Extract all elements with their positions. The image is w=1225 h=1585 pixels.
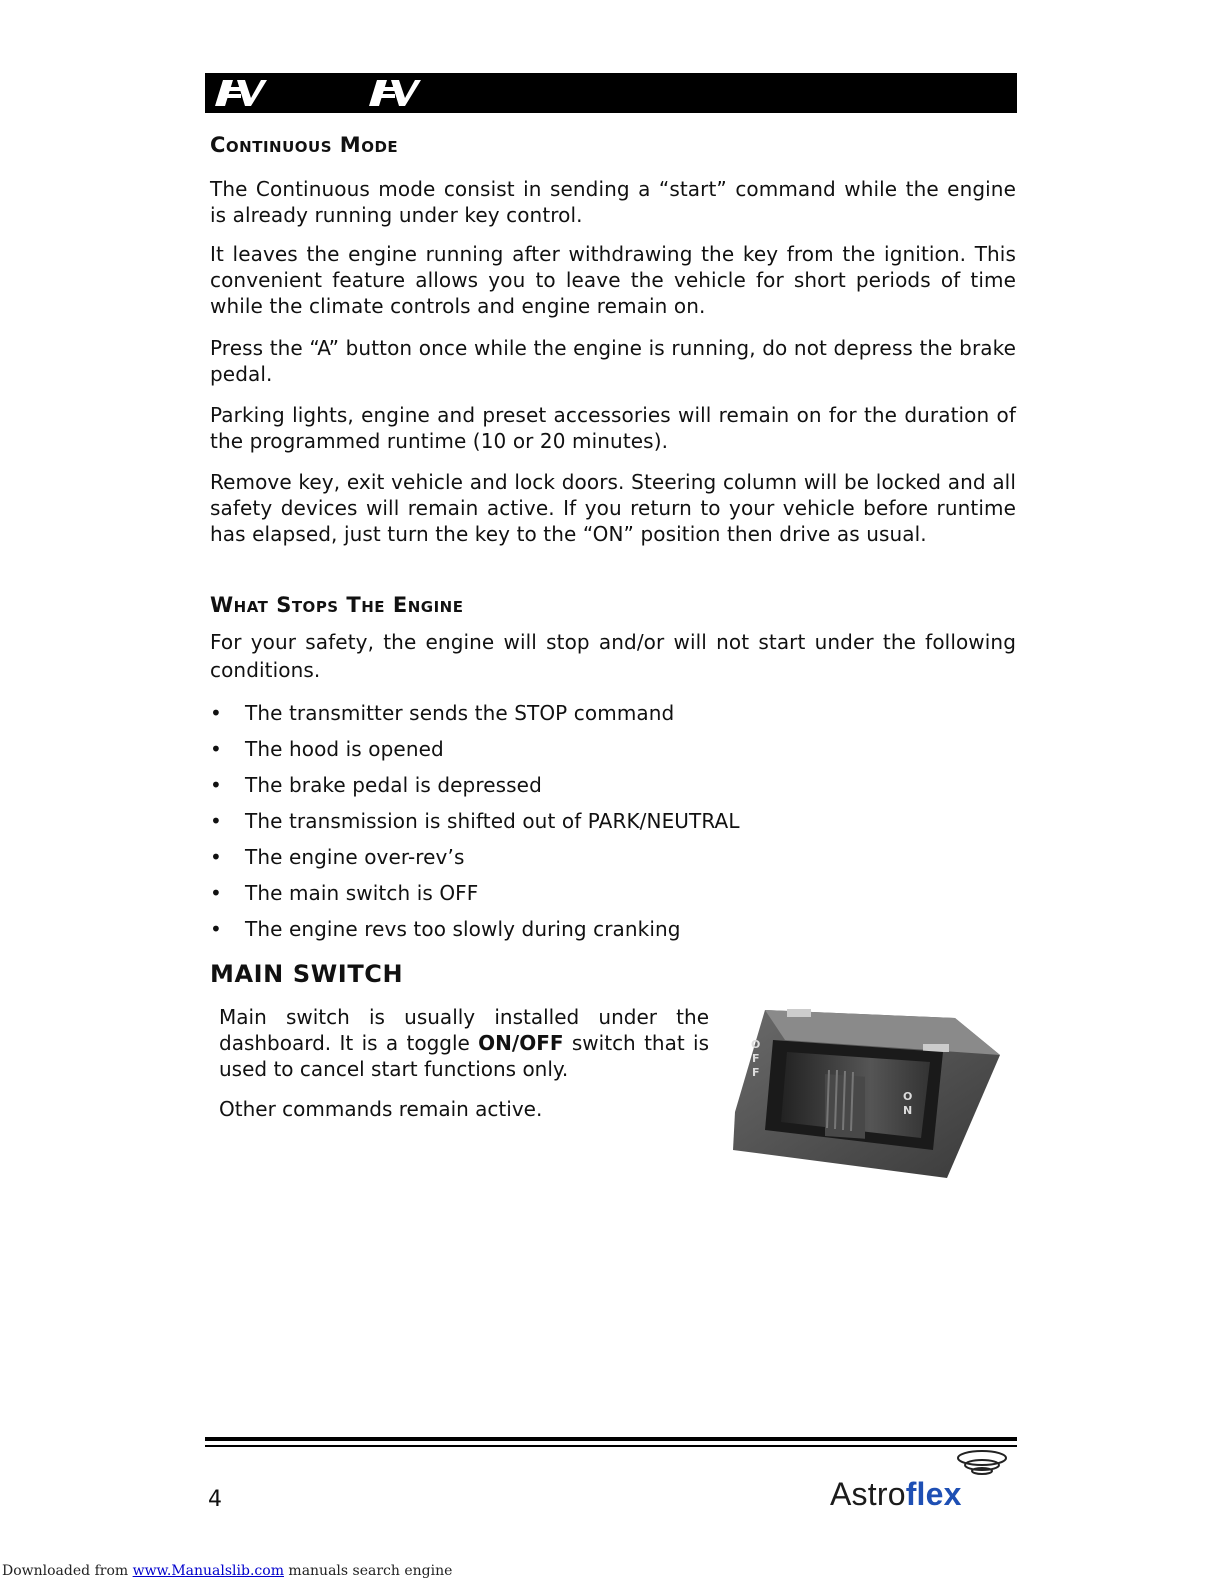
- main-switch-heading: MAIN SWITCH: [210, 960, 404, 988]
- brand-prefix: Astro: [830, 1476, 906, 1512]
- footer-divider: [205, 1445, 1017, 1447]
- list-item-text: The engine over-rev’s: [245, 845, 465, 869]
- arrow-r-logo-icon: [211, 78, 267, 108]
- bullet-icon: •: [210, 809, 222, 833]
- arrow-r-logo-icon: [365, 78, 421, 108]
- list-item: [210, 839, 1016, 875]
- bullet-icon: •: [210, 845, 222, 869]
- footer-divider: [205, 1437, 1017, 1441]
- list-item-text: The main switch is OFF: [245, 881, 479, 905]
- svg-text:F: F: [752, 1052, 760, 1065]
- continuous-mode-body: [210, 469, 1016, 547]
- bullet-icon: •: [210, 701, 222, 725]
- list-item-text: The transmitter sends the STOP command: [245, 701, 675, 725]
- continuous-mode-body: [210, 176, 1016, 228]
- list-item: [210, 911, 1016, 947]
- astroflex-logo: [830, 1448, 1020, 1513]
- paragraph: Parking lights, engine and preset accessories will remain on for the duration of the programmed runtime (10 or 20 minutes).: [210, 403, 1016, 453]
- manualslib-link[interactable]: www.Manualslib.com: [132, 1563, 284, 1579]
- main-switch-body: [219, 1004, 709, 1122]
- continuous-mode-body: [210, 241, 1016, 319]
- paragraph: It leaves the engine running after withdrawing the key from the ignition. This convenient feature allows you to leave the vehicle for short periods of time while the climate controls and engine remain on.: [210, 242, 1016, 318]
- page-number: 4: [208, 1487, 222, 1512]
- list-item: [210, 875, 1016, 911]
- paragraph: Other commands remain active.: [219, 1097, 543, 1121]
- brand-name: [830, 1476, 962, 1513]
- svg-text:O: O: [751, 1038, 761, 1051]
- bullet-icon: •: [210, 917, 222, 941]
- paragraph: Remove key, exit vehicle and lock doors. Steering column will be locked and all safety devices will remain active. If you return to your vehicle before runtime has elapsed, just turn the key to the “ON” position then drive as usual.: [210, 470, 1016, 546]
- svg-text:N: N: [903, 1104, 913, 1117]
- list-item-text: The hood is opened: [245, 737, 444, 761]
- continuous-mode-body: [210, 402, 1016, 454]
- continuous-mode-heading: Continuous Mode: [210, 133, 399, 157]
- download-prefix: Downloaded from: [2, 1563, 133, 1579]
- paragraph: For your safety, the engine will stop and/or will not start under the following conditions.: [210, 630, 1016, 682]
- text-run: Main switch is usually installed under the dashboard. It is a toggle: [219, 1005, 709, 1055]
- bullet-icon: •: [210, 773, 222, 797]
- paragraph: The Continuous mode consist in sending a “start” command while the engine is already running under key control.: [210, 177, 1016, 227]
- on-off-emphasis: ON/OFF: [478, 1031, 564, 1055]
- bullet-icon: •: [210, 881, 222, 905]
- list-item-text: The brake pedal is depressed: [245, 773, 542, 797]
- continuous-mode-body: [210, 335, 1016, 387]
- stop-conditions-list: [210, 695, 1016, 947]
- list-item-text: The transmission is shifted out of PARK/NEUTRAL: [245, 809, 740, 833]
- toggle-switch-image: [725, 1000, 1015, 1185]
- list-item: [210, 803, 1016, 839]
- text-run: switch that is used to cancel start functions only.: [219, 1031, 710, 1081]
- paragraph: [219, 1004, 709, 1082]
- list-item-text: The engine revs too slowly during cranking: [245, 917, 681, 941]
- download-suffix: manuals search engine: [283, 1563, 453, 1579]
- bullet-icon: •: [210, 737, 222, 761]
- what-stops-intro: [210, 628, 1016, 684]
- header-bar: [205, 73, 1017, 113]
- list-item: [210, 695, 1016, 731]
- download-notice: [2, 1563, 452, 1579]
- list-item: [210, 767, 1016, 803]
- list-item: [210, 731, 1016, 767]
- svg-text:F: F: [752, 1066, 760, 1079]
- brand-suffix: flex: [905, 1476, 962, 1512]
- paragraph: Press the “A” button once while the engine is running, do not depress the brake pedal.: [210, 336, 1016, 386]
- svg-text:O: O: [903, 1090, 913, 1103]
- what-stops-heading: What Stops The Engine: [210, 593, 464, 617]
